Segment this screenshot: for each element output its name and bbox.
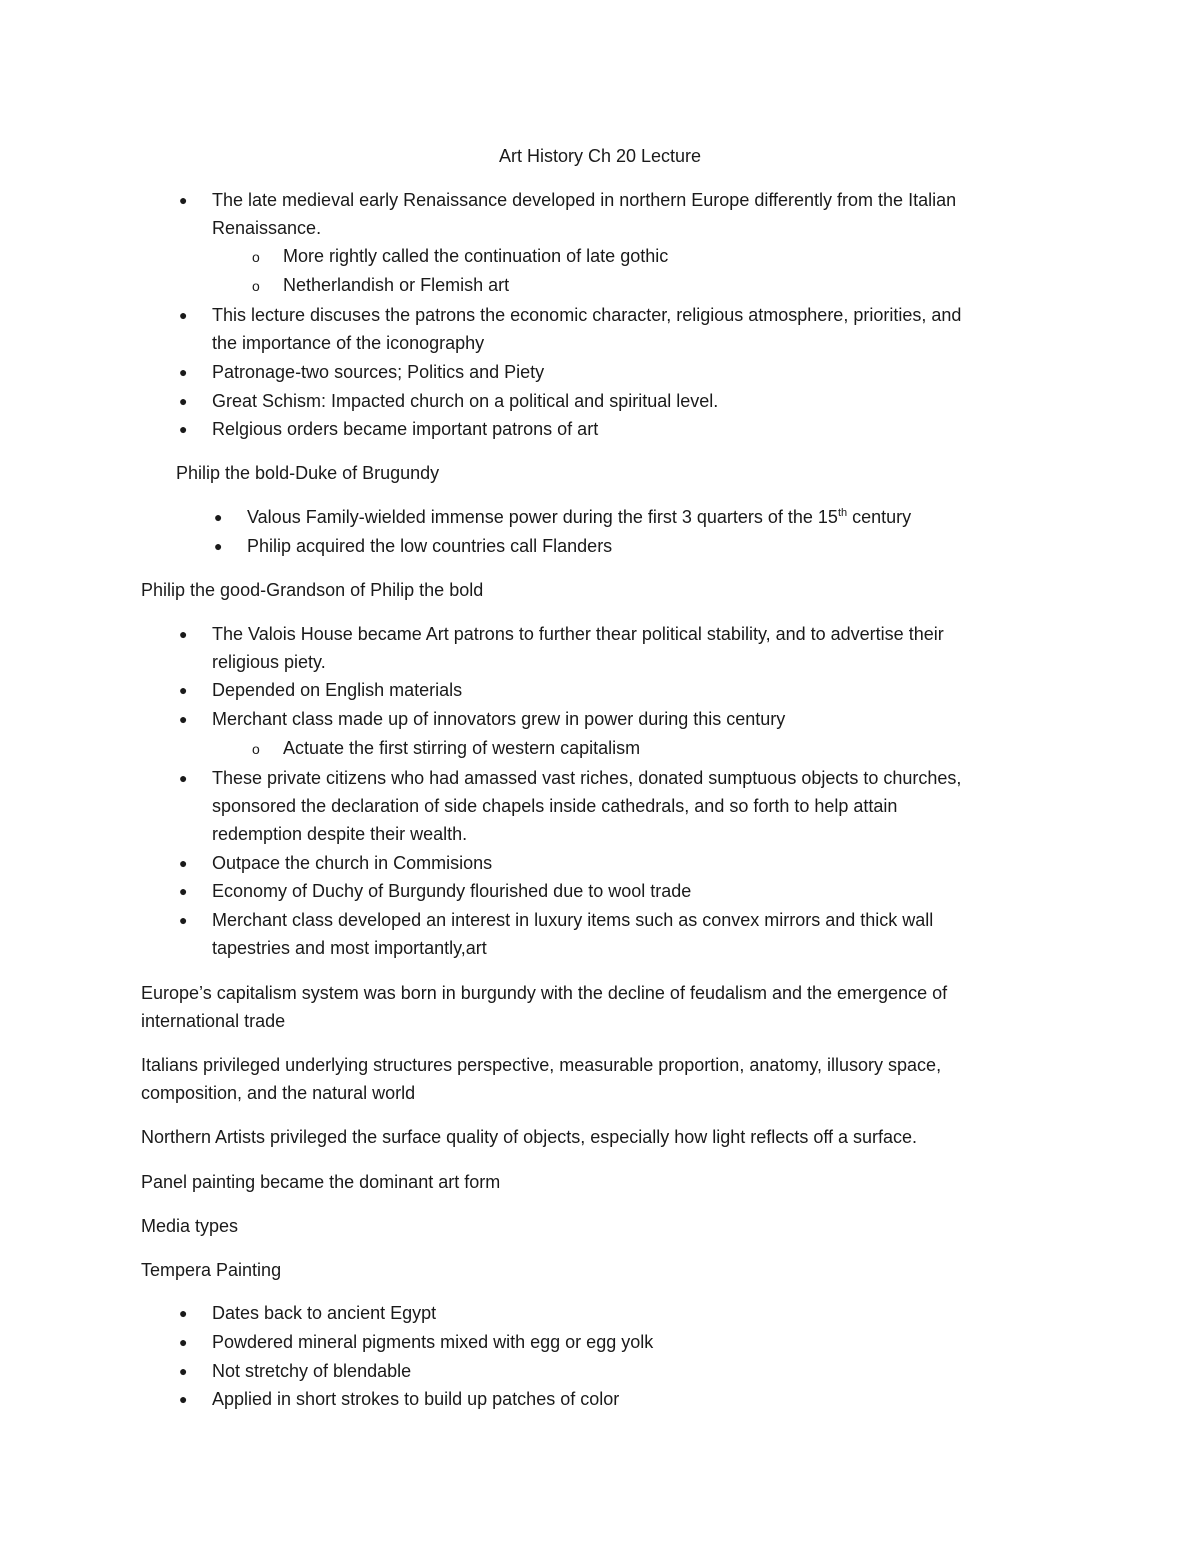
bullet-marker: ● [179,1391,188,1407]
bullet-text: This lecture discuses the patrons the economic character, religious atmosphere, priorities, and [212,305,962,325]
sub-bullet-item [252,734,641,762]
section-heading: Philip the bold-Duke of Brugundy [176,463,440,483]
paragraph-line: Italians privileged underlying structures perspective, measurable proportion, anatomy, illusory space, [141,1055,942,1075]
bullet-item [179,1357,412,1385]
bullet-item [179,1299,437,1327]
bullet-text: Patronage-two sources; Politics and Piety [212,362,545,382]
bullet-continuation [212,820,467,848]
bullet-item [179,676,463,704]
bullet-text: sponsored the declaration of side chapels inside cathedrals, and so forth to help attain [212,796,898,816]
bullet-continuation [212,934,487,962]
bullet-item [179,764,962,792]
bullet-marker: ● [179,770,188,786]
bullet-marker: ● [179,1305,188,1321]
bullet-text: redemption despite their wealth. [212,824,468,844]
paragraph-line: Panel painting became the dominant art form [141,1172,501,1192]
paragraph-line: Northern Artists privileged the surface quality of objects, especially how light reflects off a surface. [141,1127,918,1147]
bullet-text: The Valois House became Art patrons to further thear political stability, and to advertise their [212,624,944,644]
bullet-text: These private citizens who had amassed vast riches, donated sumptuous objects to churches, [212,768,962,788]
document-title: Art History Ch 20 Lecture [498,146,702,166]
bullet-marker: ● [179,626,188,642]
sub-bullet-text: Netherlandish or Flemish art [283,275,510,295]
bullet-item [179,620,944,648]
bullet-text: the importance of the iconography [212,333,485,353]
sub-bullet-marker: o [252,249,260,265]
bullet-item [179,415,599,443]
bullet-marker: ● [179,393,188,409]
section-heading: Philip the good-Grandson of Philip the bold [141,580,484,600]
bullet-text: Great Schism: Impacted church on a political and spiritual level. [212,391,719,411]
bullet-item [179,1328,654,1356]
bullet-text: tapestries and most importantly,art [212,938,487,958]
bullet-text: Powdered mineral pigments mixed with egg or egg yolk [212,1332,654,1352]
bullet-item [179,705,786,733]
bullet-marker: ● [179,883,188,899]
paragraph-line: Media types [141,1216,239,1236]
sub-bullet-text: Actuate the first stirring of western capitalism [283,738,641,758]
paragraph-line: Europe’s capitalism system was born in burgundy with the decline of feudalism and the emergence of [141,983,948,1003]
sub-bullet-item [252,271,510,299]
bullet-continuation [212,792,897,820]
bullet-item [179,387,719,415]
bullet-continuation [212,214,321,242]
bullet-marker: ● [179,1363,188,1379]
bullet-item [214,503,912,531]
bullet-item [179,358,545,386]
paragraph-line: international trade [141,1011,286,1031]
bullet-marker: ● [179,421,188,437]
bullet-item [179,1385,620,1413]
section-heading: Tempera Painting [141,1260,282,1280]
bullet-text: religious piety. [212,652,326,672]
sub-bullet-text: More rightly called the continuation of late gothic [283,246,669,266]
bullet-text: Merchant class made up of innovators grew in power during this century [212,709,786,729]
bullet-marker: ● [179,1334,188,1350]
superscript: th [837,507,848,519]
bullet-text: Renaissance. [212,218,322,238]
bullet-text-suffix: century [847,507,912,527]
bullet-marker: ● [179,682,188,698]
bullet-continuation [212,329,484,357]
bullet-marker: ● [179,364,188,380]
sub-bullet-marker: o [252,741,260,757]
bullet-text: Relgious orders became important patrons of art [212,419,599,439]
bullet-text: The late medieval early Renaissance developed in northern Europe differently from the Italian [212,190,957,210]
bullet-item [179,186,957,214]
bullet-marker: ● [179,855,188,871]
bullet-text: Dates back to ancient Egypt [212,1303,437,1323]
bullet-text: Outpace the church in Commisions [212,853,493,873]
paragraph-line: composition, and the natural world [141,1083,416,1103]
bullet-marker: ● [179,307,188,323]
bullet-marker: ● [214,509,223,525]
bullet-text: Philip acquired the low countries call Flanders [247,536,613,556]
bullet-marker: ● [214,538,223,554]
bullet-marker: ● [179,711,188,727]
bullet-text: Not stretchy of blendable [212,1361,412,1381]
bullet-text: Depended on English materials [212,680,463,700]
bullet-marker: ● [179,912,188,928]
bullet-item [179,301,962,329]
bullet-item [179,906,934,934]
bullet-continuation [212,648,326,676]
bullet-text: Merchant class developed an interest in luxury items such as convex mirrors and thick wall [212,910,934,930]
bullet-text: Economy of Duchy of Burgundy flourished due to wool trade [212,881,692,901]
bullet-text: Applied in short strokes to build up patches of color [212,1389,620,1409]
sub-bullet-item [252,242,669,270]
bullet-item [179,877,692,905]
bullet-marker: ● [179,192,188,208]
bullet-text: Valous Family-wielded immense power during the first 3 quarters of the 15 [247,507,838,527]
bullet-item [179,849,493,877]
sub-bullet-marker: o [252,278,260,294]
bullet-item [214,532,613,560]
